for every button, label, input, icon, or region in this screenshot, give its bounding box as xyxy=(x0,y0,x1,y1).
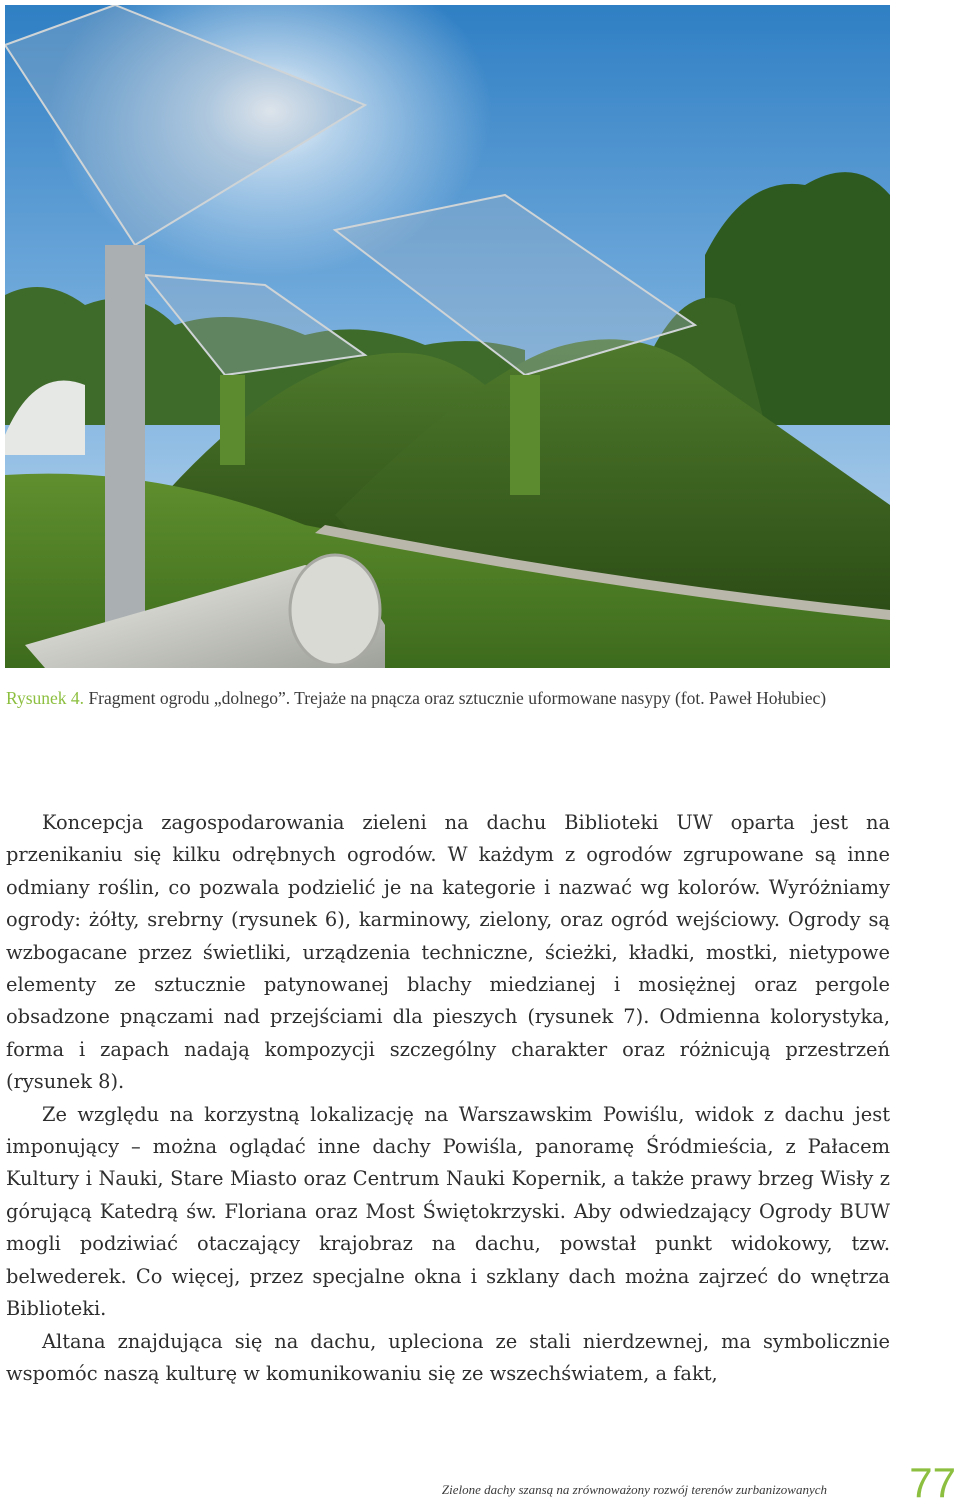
garden-photo xyxy=(5,5,890,668)
paragraph-2: Ze względu na korzystną lokalizację na Warszawskim Powiślu, widok z dachu jest imponujący – można oglądać inne dachy Powiśla, panoramę Śródmieścia, z Pałacem Kultury i Nauki, Stare Miasto oraz Centrum Nauki Kopernik, a także prawy brzeg Wisły z górującą Katedrą św. Floriana oraz Most Świętokrzyski. Aby odwiedzający Ogrody BUW mogli podziwiać otaczający krajobraz na dachu, powstał punkt widokowy, tzw. belwederek. Co więcej, przez specjalne okna i szklany dach można zajrzeć do wnętrza Biblioteki. xyxy=(6,1102,890,1321)
body-text xyxy=(6,807,890,1390)
paragraph-1: Koncepcja zagospodarowania zieleni na dachu Biblioteki UW oparta jest na przenikaniu się kilku odrębnych ogrodów. W każdym z ogrodów zgrupowane są inne odmiany roślin, co pozwala podzielić je na kategorie i nazwać wg kolorów. Wyróżniamy ogrody: żółty, srebrny (rysunek 6), karminowy, zielony, oraz ogród wejściowy. Ogrody są wzbogacane przez świetliki, urządzenia techniczne, ścieżki, kładki, mostki, nietypowe elementy ze sztucznie patynowanej blachy miedzianej i mosiężnej oraz pergole obsadzone pnączami nad przejściami dla pieszych (rysunek 7). Odmienna kolorystyka, forma i zapach nadają kompozycji szczególny charakter oraz różnicują przestrzeń (rysunek 8). xyxy=(6,811,890,1094)
footer-title: Zielone dachy szansą na zrównoważony rozwój terenów zurbanizowanych xyxy=(441,1482,827,1497)
figure-caption xyxy=(6,684,896,713)
figure-label: Rysunek 4. xyxy=(6,688,85,708)
figure-caption-text: Fragment ogrodu „dolnego”. Trejaże na pnącza oraz sztucznie uformowane nasypy (fot. Paweł Hołubiec) xyxy=(88,688,827,708)
paragraph-3: Altana znajdująca się na dachu, upleciona ze stali nierdzewnej, ma symbolicznie wspomóc naszą kulturę w komunikowaniu się ze wszechświatem, a fakt, xyxy=(6,1329,890,1385)
page-number: 77 xyxy=(909,1459,956,1506)
